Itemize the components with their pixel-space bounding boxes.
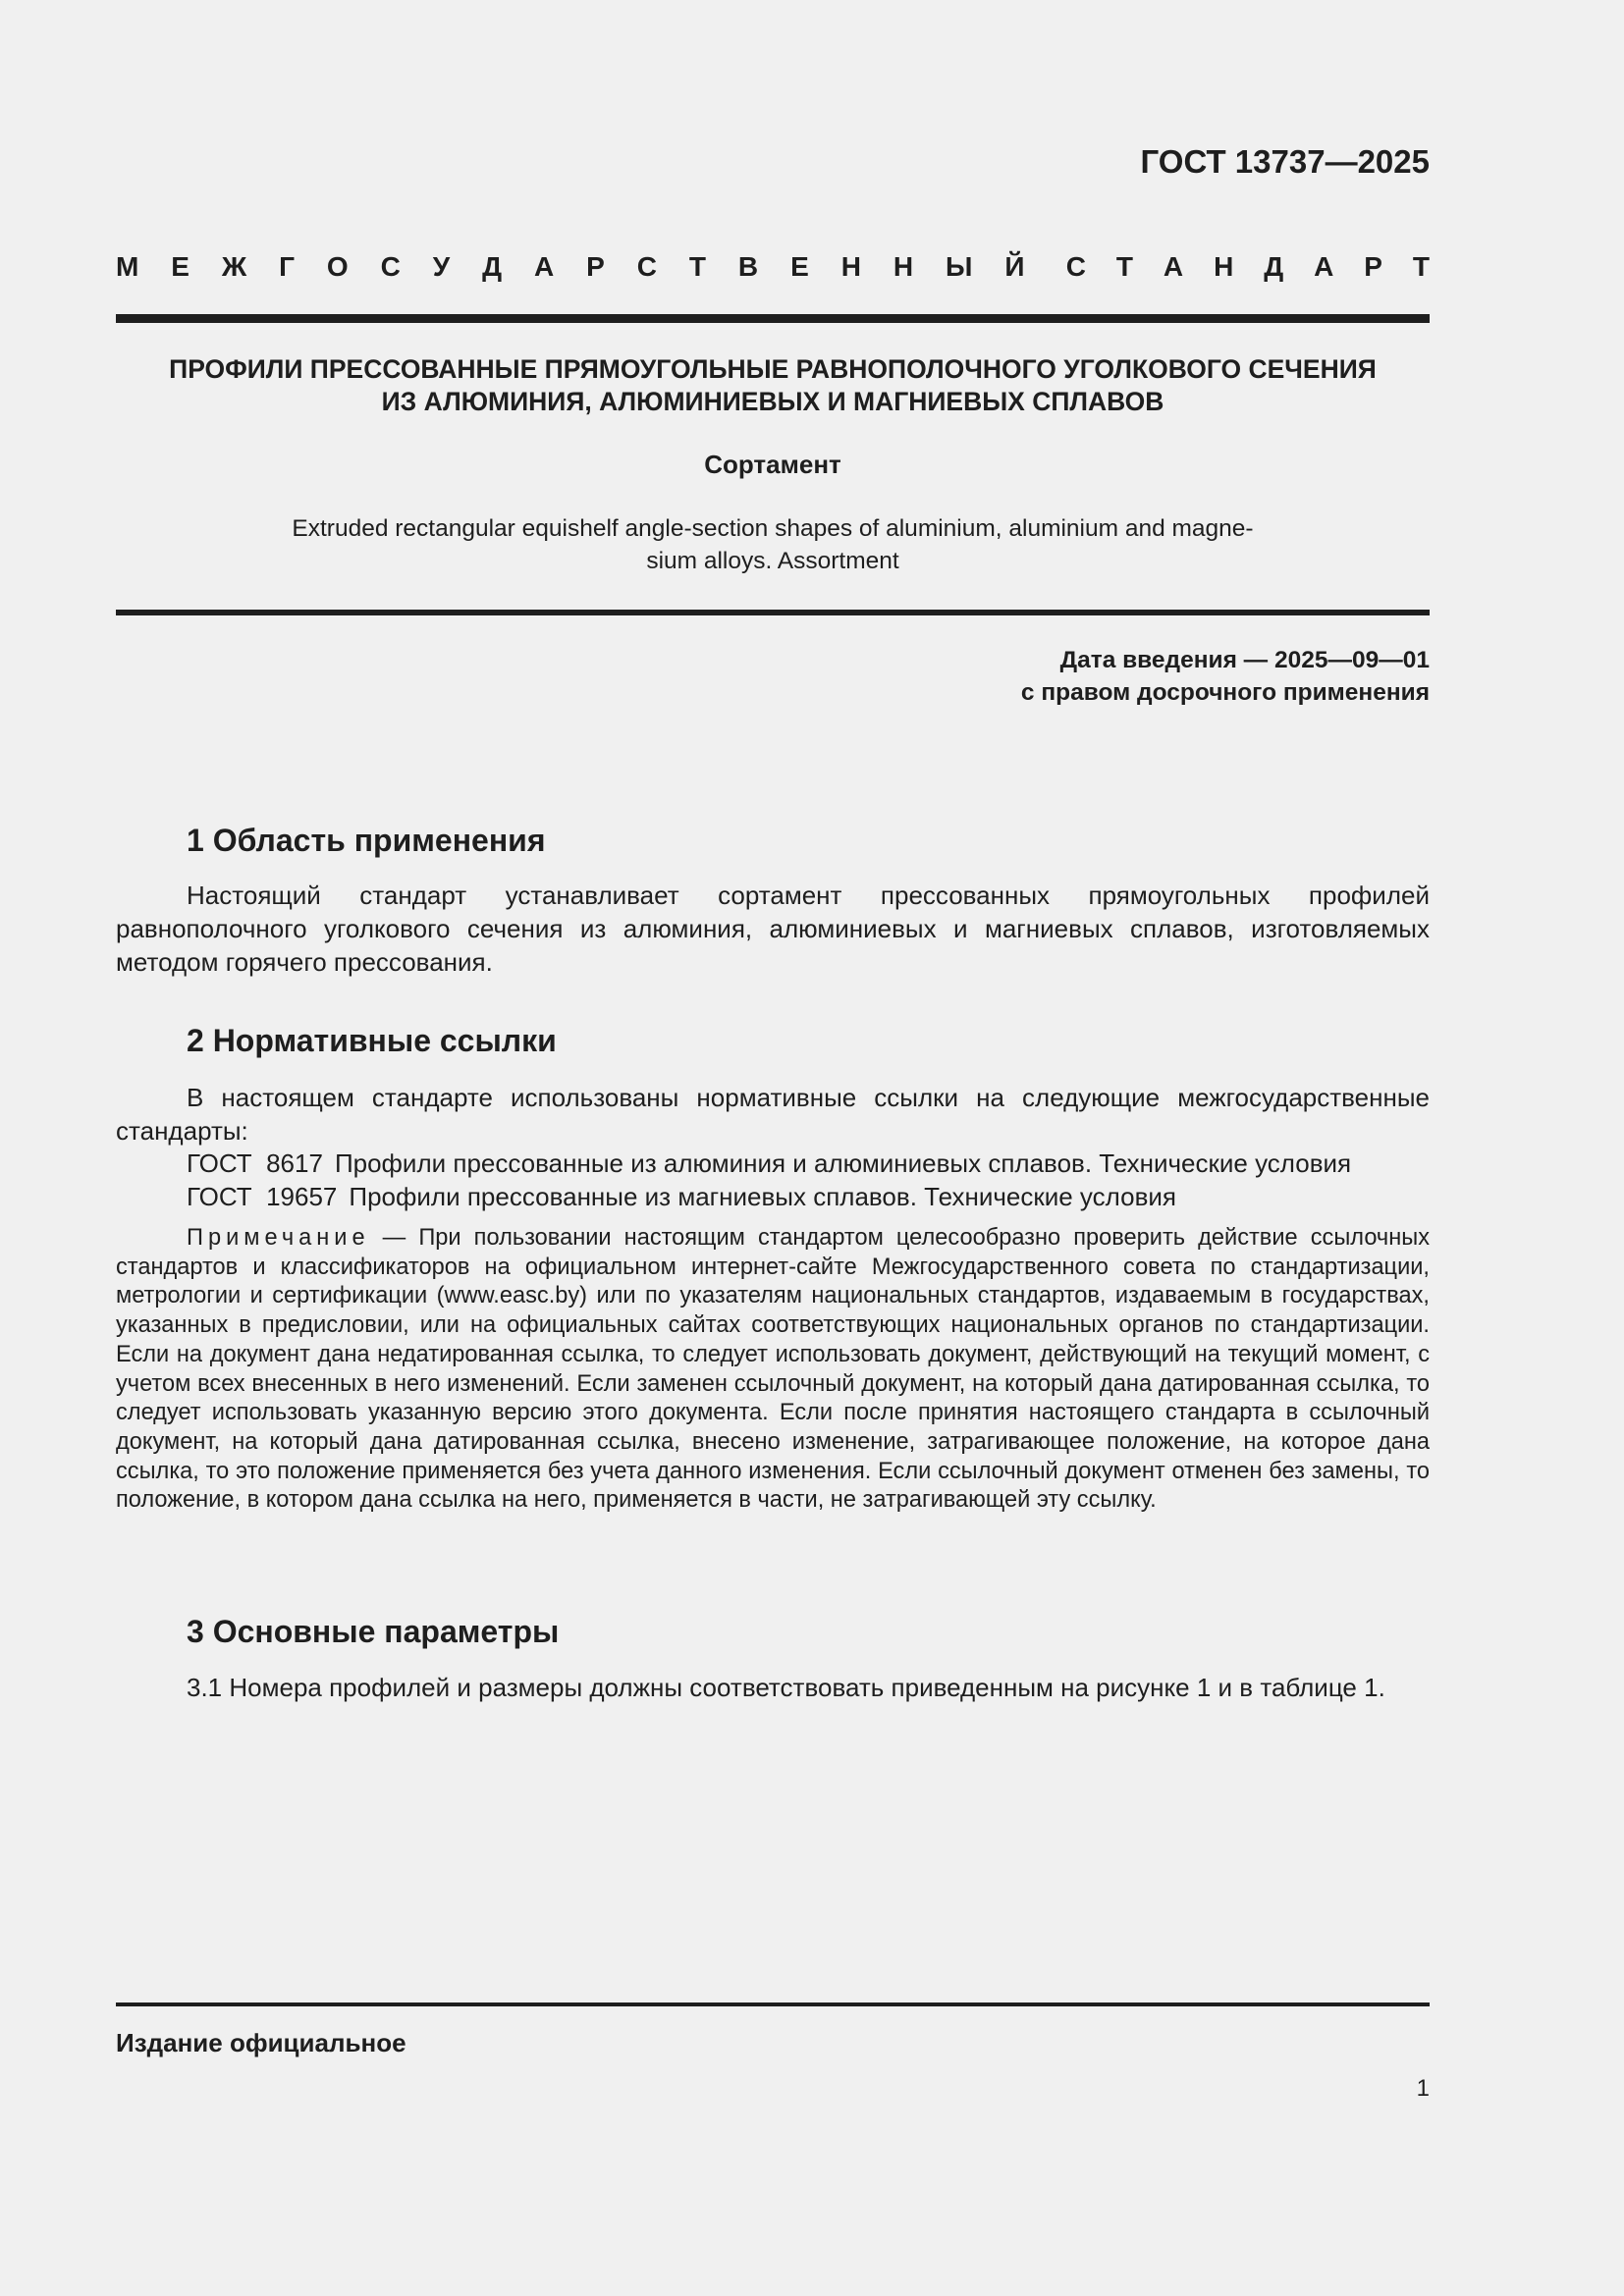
banner-letter: Н [840, 251, 861, 282]
banner-letter: Н [893, 251, 914, 282]
document-title [116, 353, 1430, 418]
section-2-heading: 2 Нормативные ссылки [187, 1023, 557, 1058]
section-1-text: Настоящий стандарт устанавливает сортамент прессованных прямоугольных профилей равнополочного уголкового сечения из алюминия, алюминиевых и магниевых сплавов, изготовляемых методом горячего прессования. [116, 881, 1430, 977]
banner-letter: В [737, 251, 759, 282]
english-title-line-2: sium alloys. Assortment [646, 548, 899, 574]
reference-title: Профили прессованные из магниевых сплавов. Технические условия [349, 1182, 1176, 1211]
title-line-1: ПРОФИЛИ ПРЕССОВАННЫЕ ПРЯМОУГОЛЬНЫЕ РАВНОПОЛОЧНОГО УГОЛКОВОГО СЕЧЕНИЯ [169, 354, 1377, 384]
banner-letter: Е [790, 251, 809, 282]
english-title-line-1: Extruded rectangular equishelf angle-section shapes of aluminium, aluminium and magne- [292, 515, 1254, 542]
top-rule [116, 314, 1430, 323]
banner-letter: Д [1264, 251, 1284, 282]
standard-type-word1 [116, 251, 1025, 285]
section-3-heading: 3 Основные параметры [187, 1614, 560, 1649]
reference-item [187, 1180, 1430, 1213]
banner-letter: М [116, 251, 139, 282]
document-id: ГОСТ 13737—2025 [1140, 143, 1430, 180]
reference-code: ГОСТ 19657 [187, 1182, 338, 1211]
banner-letter: Р [1364, 251, 1382, 282]
banner-letter: А [1163, 251, 1184, 282]
banner-letter: А [1314, 251, 1334, 282]
note-paragraph [116, 1224, 1430, 1516]
note-label: Примечание [187, 1225, 370, 1251]
banner-letter: Ы [946, 251, 973, 282]
bottom-rule [116, 2002, 1430, 2006]
banner-letter: С [380, 251, 401, 282]
banner-letter: Т [1115, 251, 1133, 282]
normative-references-list [116, 1147, 1430, 1213]
banner-letter: Ж [221, 251, 247, 282]
early-application-line: с правом досрочного применения [1020, 679, 1430, 706]
reference-title: Профили прессованные из алюминия и алюминиевых сплавов. Технические условия [334, 1148, 1352, 1178]
banner-letter: С [1065, 251, 1086, 282]
note-text: — При пользовании настоящим стандартом целесообразно проверить действие ссылочных стандартов и классификаторов на официальном интернет-сайте Межгосударственного совета по стандартизации, метрологии и сертификации (www.easc.by) или по указателям национальных стандартов, издаваемым в государствах, указанных в предисловии, или на официальных сайтах соответствующих национальных органов по стандартизации. Если на документ дана недатированная ссылка, то следует использовать документ, действующий на текущий момент, с учетом всех внесенных в него изменений. Если заменен ссылочный документ, на который дана датированная ссылка, то следует использовать указанную версию этого документа. Если после принятия настоящего стандарта в ссылочный документ, на который дана датированная ссылка, внесено изменение, затрагивающее положение, на которое дана ссылка, то это положение применяется без учета данного изменения. Если ссылочный документ отменен без замены, то положение, в котором дана ссылка на него, применяется в части, не затрагивающей эту ссылку. [116, 1225, 1430, 1514]
banner-letter: А [533, 251, 555, 282]
banner-letter: О [326, 251, 349, 282]
page-number: 1 [1416, 2075, 1430, 2102]
banner-letter: Т [688, 251, 706, 282]
english-title [116, 512, 1430, 577]
title-line-2: ИЗ АЛЮМИНИЯ, АЛЮМИНИЕВЫХ И МАГНИЕВЫХ СПЛАВОВ [381, 387, 1164, 416]
standard-type-word2 [1066, 251, 1430, 285]
middle-rule [116, 610, 1430, 615]
banner-letter: Е [171, 251, 189, 282]
standard-type-banner [116, 251, 1430, 285]
banner-letter: С [636, 251, 657, 282]
introduction-date-line: Дата введения — 2025—09—01 [1059, 647, 1430, 673]
section-2-text: В настоящем стандарте использованы нормативные ссылки на следующие межгосударственные стандарты: [116, 1083, 1430, 1146]
banner-letter: Н [1214, 251, 1234, 282]
banner-letter: Д [482, 251, 503, 282]
reference-item [187, 1147, 1430, 1180]
banner-letter: Й [1004, 251, 1025, 282]
banner-letter: Г [279, 251, 295, 282]
reference-code: ГОСТ 8617 [187, 1148, 323, 1178]
banner-letter: У [432, 251, 451, 282]
section-3-text: 3.1 Номера профилей и размеры должны соответствовать приведенным на рисунке 1 и в таблице 1. [187, 1673, 1385, 1702]
official-edition-label: Издание официальное [116, 2028, 406, 2057]
document-page [116, 0, 1430, 2296]
document-subtitle: Сортамент [704, 450, 841, 479]
introduction-date [116, 644, 1430, 709]
banner-letter: Т [1412, 251, 1430, 282]
section-1-heading: 1 Область применения [187, 823, 546, 858]
banner-letter: Р [586, 251, 605, 282]
